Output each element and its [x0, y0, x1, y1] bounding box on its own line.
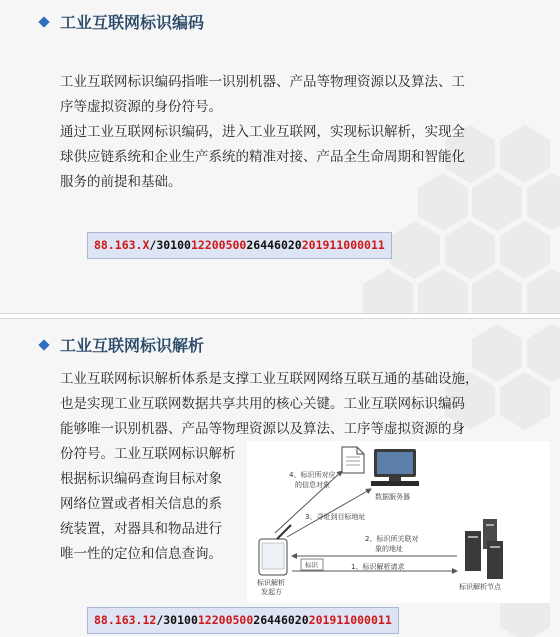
bullet-diamond-icon — [38, 339, 49, 350]
step2-label-line1: 2、标识所关联对 — [365, 535, 419, 543]
code-segment-2: 12200500 — [190, 238, 247, 252]
paragraph-line: 能够唯一识别机器、产品等物理资源以及算法、工序等虚拟资源的身 — [60, 421, 465, 437]
slide1-paragraph — [60, 70, 465, 195]
document-icon — [342, 447, 364, 473]
slide-identifier-encoding — [0, 0, 560, 314]
code-segment-1: 30100 — [156, 238, 191, 252]
tag-label: 标识 — [305, 561, 318, 569]
paragraph-line: 工业互联网标识编码指唯一识别机器、产品等物理资源以及算法、工 — [60, 74, 465, 90]
identifier-code-example — [87, 607, 399, 634]
step4-label-line1: 4、标识所对应 — [289, 471, 336, 479]
code-prefix: 88.163.12 — [94, 613, 157, 627]
step2-label-line2: 象的地址 — [375, 545, 403, 553]
code-segment-1: 30100 — [163, 613, 198, 627]
data-server-icon — [371, 449, 419, 486]
step4-label-line2: 的信息对象 — [295, 481, 330, 489]
slide2-title — [40, 333, 204, 356]
paragraph-line: 唯一性的定位和信息查询。 — [60, 546, 222, 562]
paragraph-line: 根据标识编码查询目标对象 — [60, 471, 222, 487]
code-segment-2: 12200500 — [197, 613, 254, 627]
paragraph-line: 份符号。工业互联网标识解析 — [60, 446, 236, 462]
code-segment-3: 26446020 — [246, 238, 302, 252]
slide1-title-text: 工业互联网标识编码 — [60, 13, 205, 32]
identifier-code-example — [87, 232, 392, 259]
step3-label: 3、寻址到目标地址 — [305, 513, 366, 521]
data-server-label: 数据服务器 — [375, 493, 410, 501]
code-slash: / — [149, 238, 157, 252]
code-segment-3: 26446020 — [253, 613, 309, 627]
code-prefix: 88.163.X — [94, 238, 150, 252]
paragraph-line: 通过工业互联网标识编码，进入工业互联网，实现标识解析，实现全 — [60, 124, 465, 140]
paragraph-line: 球供应链系统和企业生产系统的精准对接、产品全生命周期和智能化 — [60, 149, 465, 165]
resolution-process-diagram — [247, 441, 550, 603]
step1-label: 1、标识解析请求 — [351, 563, 405, 571]
paragraph-line: 统装置，对器具和物品进行 — [60, 521, 222, 537]
resolution-node-label: 标识解析节点 — [459, 583, 501, 591]
paragraph-line: 工业互联网标识解析体系是支撑工业互联网网络互联互通的基础设施， — [60, 371, 479, 387]
code-slash: / — [156, 613, 164, 627]
paragraph-line: 网络位置或者相关信息的系 — [60, 496, 222, 512]
code-segment-4: 201911000011 — [308, 613, 392, 627]
slide1-title — [40, 10, 204, 33]
initiator-label-line1: 标识解析 — [257, 579, 285, 587]
server-tower-icon — [465, 519, 503, 579]
code-segment-4: 201911000011 — [301, 238, 385, 252]
initiator-label-line2: 发起方 — [261, 588, 282, 596]
paragraph-line: 也是实现工业互联网数据共享共用的核心关键。工业互联网标识编码 — [60, 396, 465, 412]
bullet-diamond-icon — [38, 16, 49, 27]
slide2-title-text: 工业互联网标识解析 — [60, 336, 205, 355]
paragraph-line: 序等虚拟资源的身份符号。 — [60, 99, 222, 115]
paragraph-line: 服务的前提和基础。 — [60, 174, 182, 190]
